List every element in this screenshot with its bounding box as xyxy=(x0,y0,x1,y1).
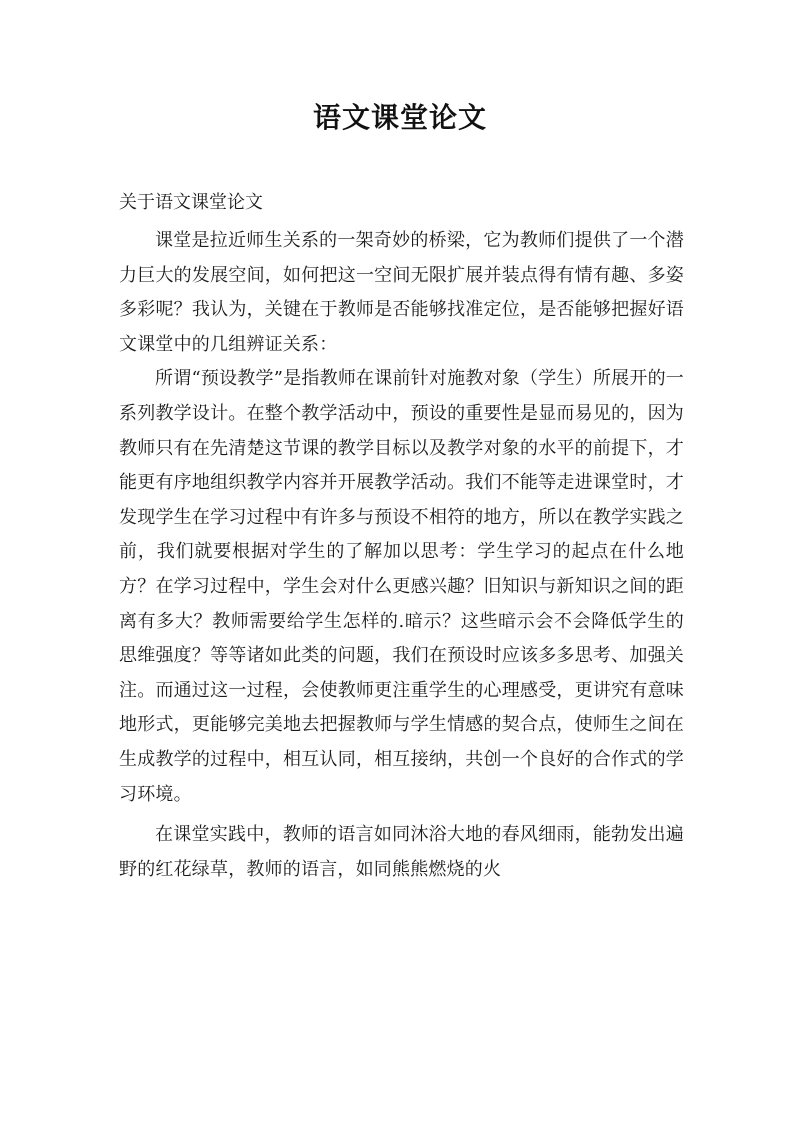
paragraph-2: 所谓“预设教学”是指教师在课前针对施教对象（学生）所展开的一系列教学设计。在整个教学活动中，预设的重要性是显而易见的，因为教师只有在先清楚这节课的教学目标以及教学对象的水平的前提下，才能更有序地组织教学内容并开展教学活动。我们不能等走进课堂时，才发现学生在学习过程中有许多与预设不相符的地方，所以在教学实践之前，我们就要根据对学生的了解加以思考：学生学习的起点在什么地方？在学习过程中，学生会对什么更感兴趣？旧知识与新知识之间的距离有多大？教师需要给学生怎样的.暗示？这些暗示会不会降低学生的思维强度？等等诸如此类的问题，我们在预设时应该多多思考、加强关注。而通过这一过程，会使教师更注重学生的心理感受，更讲究有意味地形式，更能够完美地去把握教师与学生情感的契合点，使师生之间在生成教学的过程中，相互认同，相互接纳，共创一个良好的合作式的学习环境。 xyxy=(119,368,684,805)
paragraph-3: 在课堂实践中，教师的语言如同沐浴大地的春风细雨，能勃发出遍野的红花绿草，教师的语言，如同熊熊燃烧的火 xyxy=(119,824,684,880)
document-subtitle: 关于语文课堂论文 xyxy=(119,192,263,213)
paragraph-1: 课堂是拉近师生关系的一架奇妙的桥梁，它为教师们提供了一个潜力巨大的发展空间，如何把这一空间无限扩展并装点得有情有趣、多姿多彩呢？我认为，关键在于教师是否能够找准定位，是否能够把握好语文课堂中的几组辨证关系： xyxy=(119,230,684,355)
document-body xyxy=(119,224,684,887)
document-title: 语文课堂论文 xyxy=(312,101,487,134)
